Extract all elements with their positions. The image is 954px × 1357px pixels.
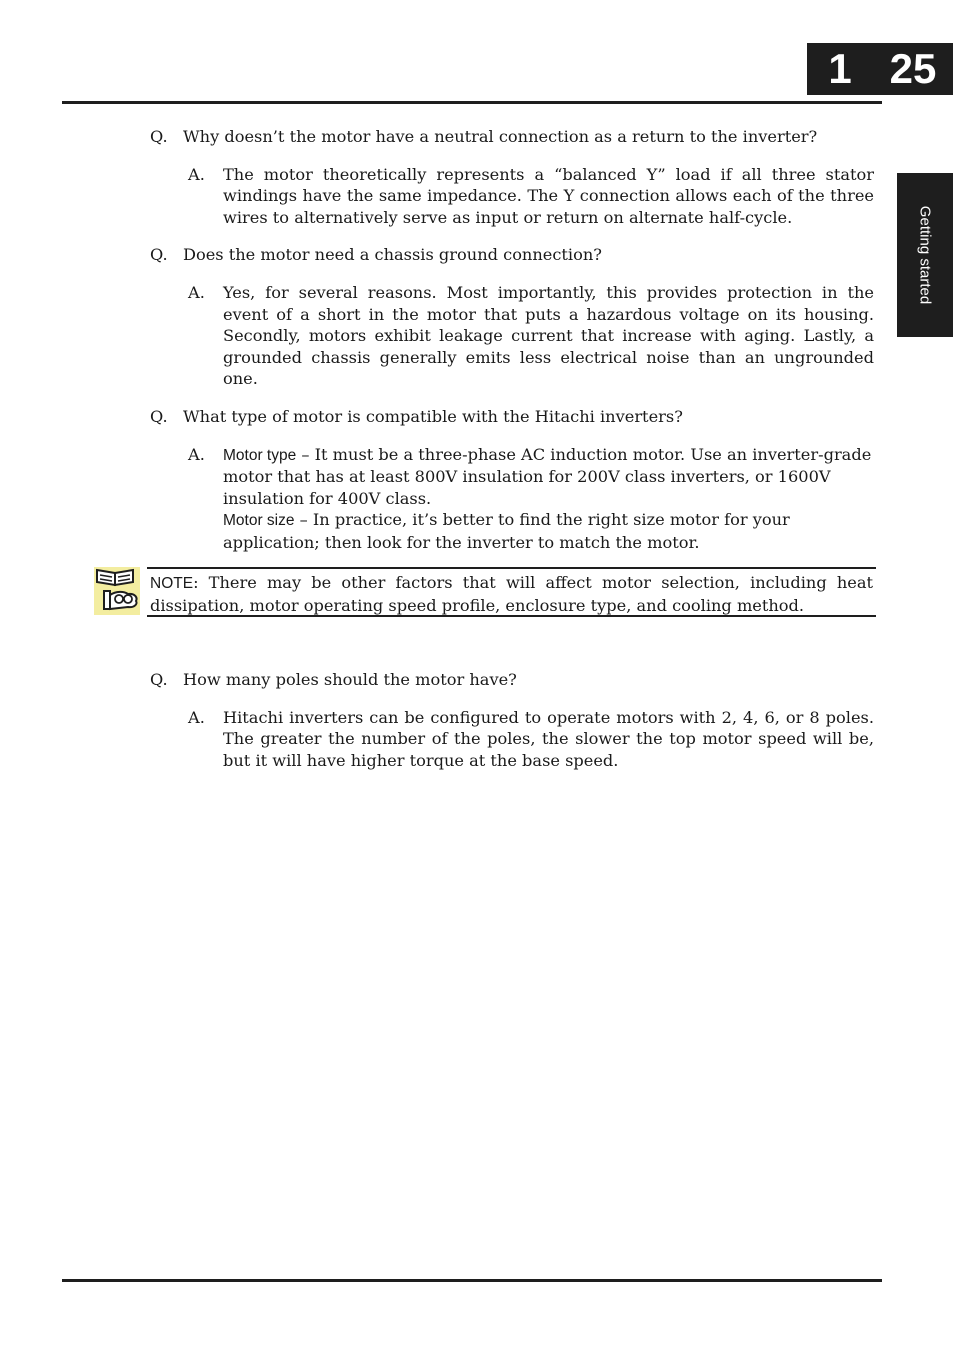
- question-text: Why doesn’t the motor have a neutral connection as a return to the inverter?: [183, 127, 818, 146]
- header-rule: [62, 101, 882, 104]
- note-box: [147, 567, 876, 617]
- motor-size-paragraph: [223, 509, 874, 553]
- question-1: [150, 126, 874, 148]
- answer-text: [223, 444, 874, 554]
- motor-type-paragraph: [223, 444, 874, 510]
- answer-text: The motor theoretically represents a “balanced Y” load if all three stator windings have the same impedance. The Y connection allows each of the three wires to alternatively serve as input or return on alternate half-cycle.: [223, 164, 874, 227]
- motor-size-term: Motor size: [223, 512, 295, 530]
- footer-rule: [62, 1279, 882, 1282]
- chapter-number: 1: [828, 45, 852, 92]
- answer-1: [188, 164, 874, 229]
- answer-4: [188, 707, 874, 772]
- answer-3: [188, 444, 874, 554]
- answer-text: Yes, for several reasons. Most importantly, this provides protection in the event of a short in the motor that puts a hazardous voltage on its housing. Secondly, motors exhibit leakage current that increase with aging. Lastly, a grounded chassis generally emits less electrical noise than an ungrounded one.: [223, 282, 874, 389]
- page-number: 25: [889, 45, 937, 92]
- question-text: How many poles should the motor have?: [183, 670, 517, 689]
- question-text: Does the motor need a chassis ground connection?: [183, 245, 602, 265]
- question-text: What type of motor is compatible with the Hitachi inverters?: [183, 406, 683, 426]
- a-label: A.: [188, 444, 205, 464]
- page-number-badge: [807, 43, 953, 95]
- a-label: A.: [188, 707, 205, 727]
- note-label: NOTE: [150, 575, 194, 592]
- motor-type-term: Motor type: [223, 446, 297, 464]
- q-label: Q.: [150, 245, 168, 265]
- answer-2: [188, 282, 874, 390]
- q-label: Q.: [150, 406, 168, 426]
- question-2: [150, 244, 874, 266]
- chapter-side-tab: [897, 173, 953, 337]
- note-book-hand-icon: [94, 567, 140, 615]
- motor-size-text: – In practice, it’s better to find the right size motor for your application; then look for the inverter to match the motor.: [223, 510, 790, 552]
- question-3: [150, 406, 874, 428]
- question-4: [150, 669, 874, 691]
- qa-content-2: [150, 669, 874, 787]
- a-label: A.: [188, 164, 205, 184]
- answer-text: Hitachi inverters can be configured to operate motors with 2, 4, 6, or 8 poles. The greater the number of the poles, the slower the top motor speed will be, but it will have higher torque at the base speed.: [223, 707, 874, 770]
- side-tab-label: Getting started: [916, 205, 934, 305]
- q-label: Q.: [150, 670, 168, 689]
- motor-type-text: – It must be a three-phase AC induction motor. Use an inverter-grade motor that has at least 800V insulation for 200V class inverters, or 1600V insulation for 400V class.: [223, 444, 872, 508]
- q-label: Q.: [150, 127, 168, 146]
- a-label: A.: [188, 282, 205, 302]
- note-text: : There may be other factors that will affect motor selection, including heat dissipation, motor operating speed profile, enclosure type, and cooling method.: [150, 573, 873, 615]
- qa-content: [150, 126, 874, 570]
